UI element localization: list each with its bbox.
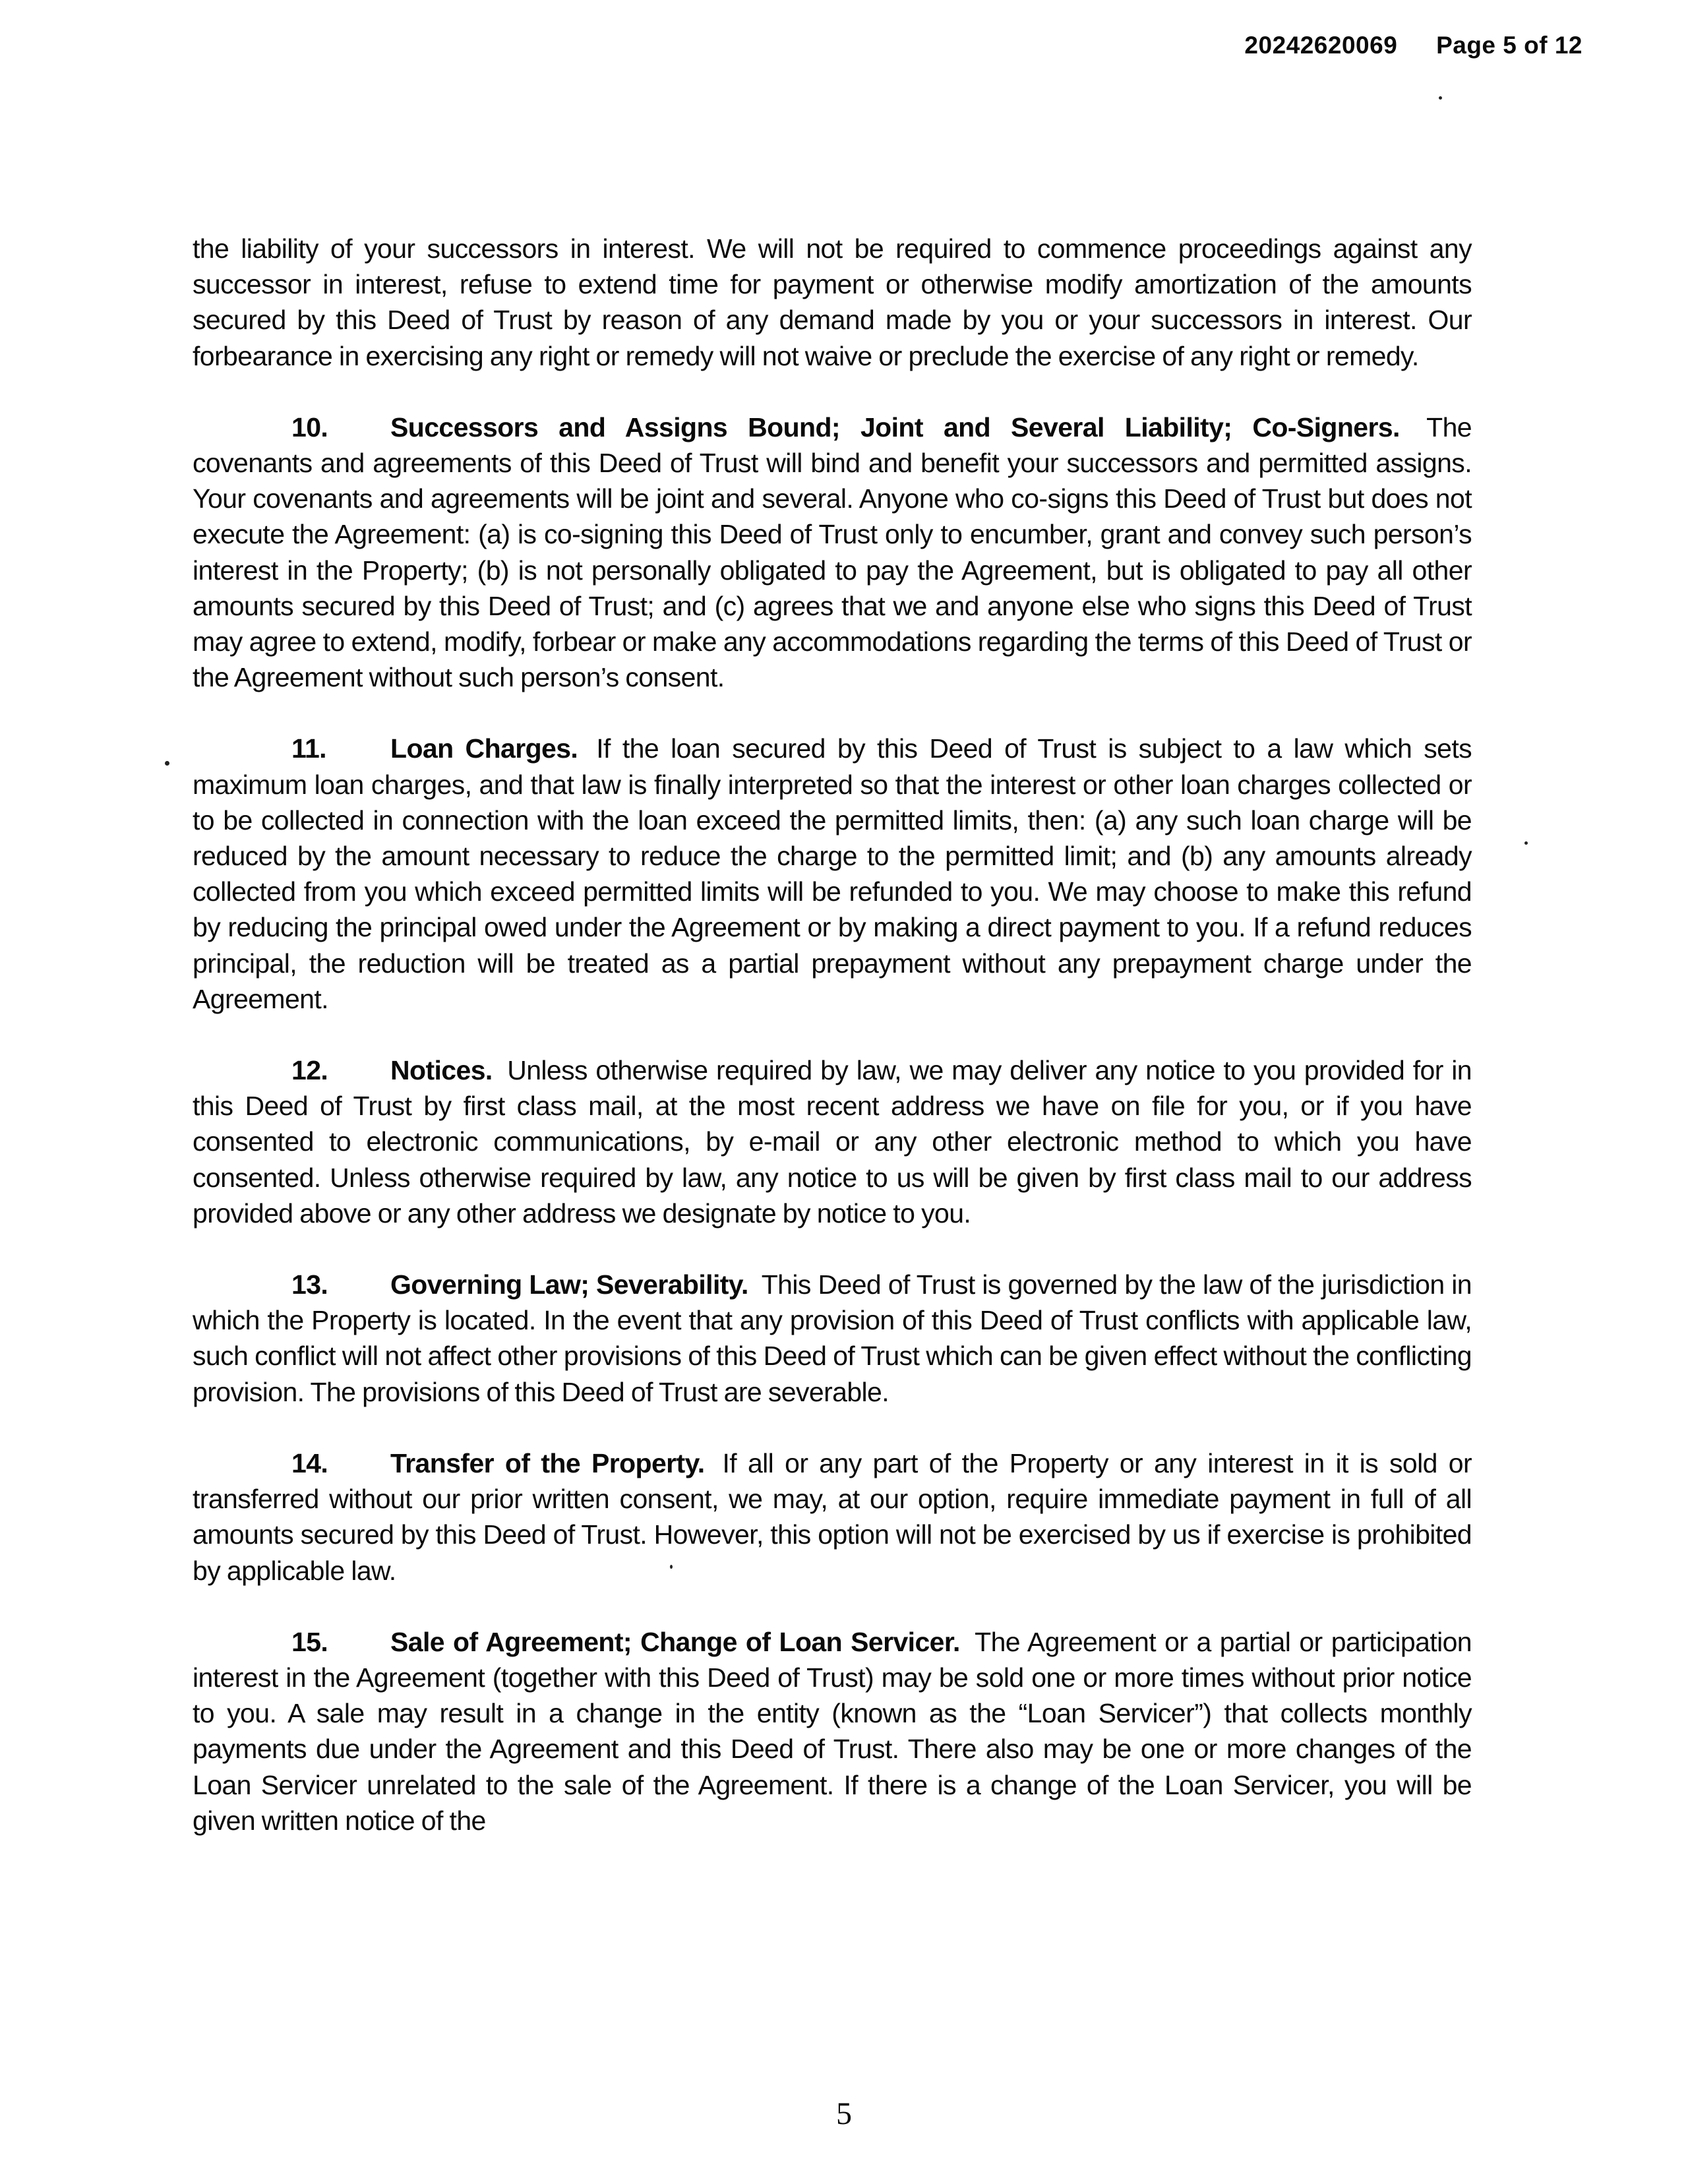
section-number: 11. <box>291 733 326 764</box>
section-13 <box>193 1267 1472 1410</box>
scan-speck <box>1524 841 1528 845</box>
section-11 <box>193 731 1472 1017</box>
section-number: 15. <box>291 1626 328 1657</box>
section-15 <box>193 1624 1472 1838</box>
section-body: This Deed of Trust is governed by the law of the jurisdiction in which the Property is located. In the event that any provision of this Deed of Trust conflicts with applicable law, such conflict will not affect other provisions of this Deed of Trust which can be given effect without the conflicting provision. The provisions of this Deed of Trust are severable. <box>193 1269 1472 1407</box>
section-heading: Successors and Assigns Bound; Joint and Several Liability; Co-Signers. <box>390 411 1400 442</box>
section-number: 12. <box>291 1055 328 1086</box>
section-10 <box>193 410 1472 696</box>
section-14 <box>193 1445 1472 1589</box>
page-header <box>1244 32 1582 59</box>
page-number: 5 <box>836 2096 852 2131</box>
section-body: Unless otherwise required by law, we may deliver any notice to you provided for in this Deed of Trust by first class mail, at the most recent address we have on file for you, or if you have consented to electronic communications, by e-mail or any other electronic method to which you have consented. Unless otherwise required by law, any notice to us will be given by first class mail to our address provided above or any other address we designate by notice to you. <box>193 1055 1472 1228</box>
document-number: 20242620069 <box>1244 32 1398 59</box>
section-body: If all or any part of the Property or any interest in it is sold or transferred without our prior written consent, we may, at our option, require immediate payment in full of all amounts secured by this Deed of Trust. However, this option will not be exercised by us if exercise is prohibited by applicable law. <box>193 1447 1472 1586</box>
section-heading: Governing Law; Severability. <box>390 1269 748 1300</box>
section-body: The Agreement or a partial or participation interest in the Agreement (together with this Deed of Trust) may be sold one or more times without prior notice to you. A sale may result in a change in the entity (known as the “Loan Servicer”) that collects monthly payments due under the Agreement and this Deed of Trust. There also may be one or more changes of the Loan Servicer unrelated to the sale of the Agreement. If there is a change of the Loan Servicer, you will be given written notice of the <box>193 1626 1472 1836</box>
section-body: The covenants and agreements of this Deed of Trust will bind and benefit your successors and permitted assigns. Your covenants and agreements will be joint and several. Anyone who co-signs this Deed of Trust but does not execute the Agreement: (a) is co-signing this Deed of Trust only to encumber, grant and convey such person’s interest in the Property; (b) is not personally obligated to pay the Agreement, but is obligated to pay all other amounts secured by this Deed of Trust; and (c) agrees that we and anyone else who signs this Deed of Trust may agree to extend, modify, forbear or make any accommodations regarding the terms of this Deed of Trust or the Agreement without such person’s consent. <box>193 411 1472 693</box>
section-heading: Sale of Agreement; Change of Loan Servicer. <box>390 1626 960 1657</box>
section-12 <box>193 1052 1472 1231</box>
section-heading: Notices. <box>390 1055 493 1086</box>
section-heading: Transfer of the Property. <box>390 1447 705 1478</box>
section-body: If the loan secured by this Deed of Trust is subject to a law which sets maximum loan charges, and that law is finally interpreted so that the interest or other loan charges collected or to be collected in connection with the loan exceed the permitted limits, then: (a) any such loan charge will be reduced by the amount necessary to reduce the charge to the permitted limit; and (b) any amounts already collected from you which exceed permitted limits will be refunded to you. We may choose to make this refund by reducing the principal owed under the Agreement or by making a direct payment to you. If a refund reduces principal, the reduction will be treated as a partial prepayment without any prepayment charge under the Agreement. <box>193 733 1472 1014</box>
document-body <box>193 231 1472 1874</box>
section-heading: Loan Charges. <box>390 733 578 764</box>
scan-speck <box>165 761 169 766</box>
scan-speck <box>1439 96 1442 100</box>
section-number: 13. <box>291 1269 328 1300</box>
page-indicator: Page 5 of 12 <box>1436 32 1582 59</box>
intro-paragraph: the liability of your successors in interest. We will not be required to commence proceedings against any successor in interest, refuse to extend time for payment or otherwise modify amortization of the amounts secured by this Deed of Trust by reason of any demand made by you or your successors in interest. Our forbearance in exercising any right or remedy will not waive or preclude the exercise of any right or remedy. <box>193 233 1472 371</box>
section-number: 10. <box>291 411 328 442</box>
section-number: 14. <box>291 1447 328 1478</box>
